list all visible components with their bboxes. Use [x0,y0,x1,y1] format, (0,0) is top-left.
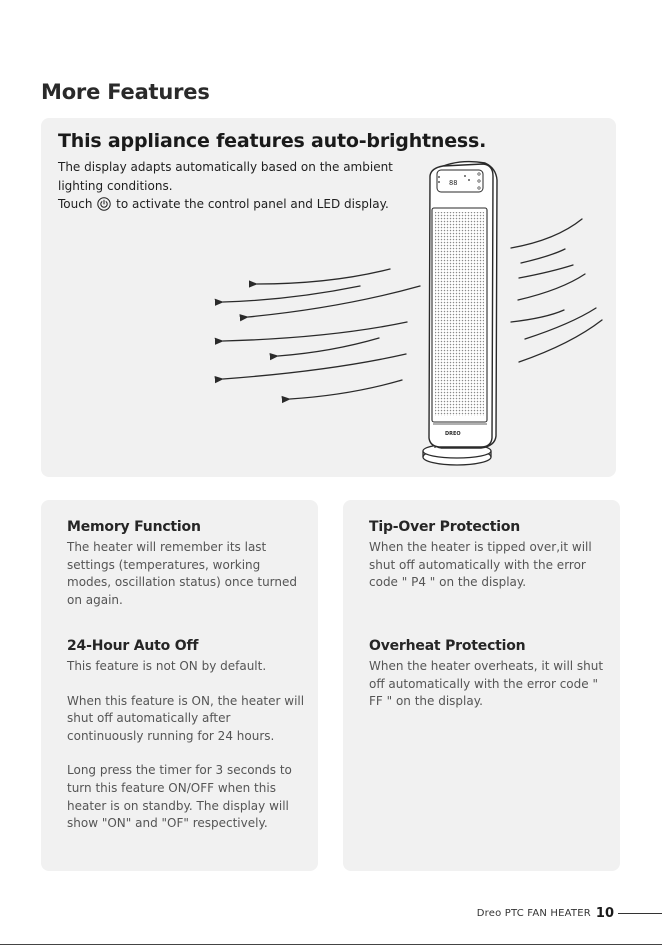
memory-function-body: The heater will remember its last settings (temperatures, working modes, oscillation status) once turned on again. [67,540,298,607]
activation-instruction: to activate the control panel and LED display. [116,197,389,211]
tip-over-section [369,519,609,592]
page-title: More Features [41,80,210,104]
overheat-body: When the heater overheats, it will shut off automatically with the error code " FF " on the display. [369,659,604,709]
auto-brightness-heading: This appliance features auto-brightness. [58,130,487,152]
tip-over-title: Tip-Over Protection [369,519,521,535]
right-feature-panel [343,500,620,871]
memory-function-section [67,519,307,609]
device-display: 88 [449,179,458,187]
auto-off-section [67,638,307,833]
touch-word: Touch [58,197,93,211]
airflow-lines-right [511,219,602,362]
tip-over-body: When the heater is tipped over,it will shut off automatically with the error code " P4 " on the display. [369,540,592,590]
auto-brightness-line-1: The display adapts automatically based on the ambient lighting conditions. [58,160,393,193]
overheat-section [369,638,609,711]
footer-rule [618,913,662,914]
bottom-rule [0,944,662,945]
auto-off-instructions: Long press the timer for 3 seconds to turn this feature ON/OFF when this heater is on standby. The display will show "ON" and "OF" respectively. [67,763,292,831]
tower-heater [423,162,497,465]
auto-off-behavior: When this feature is ON, the heater will shut off automatically after continuously running for 24 hours. [67,693,305,743]
memory-function-title: Memory Function [67,519,201,535]
auto-off-title: 24-Hour Auto Off [67,638,199,654]
heater-illustration [41,118,616,477]
left-feature-panel [41,500,318,871]
page-number: 10 [595,905,614,921]
airflow-arrows-left [223,269,420,399]
auto-off-default-note: This feature is not ON by default. [67,659,267,673]
overheat-title: Overheat Protection [369,638,526,654]
page-footer [477,904,662,922]
device-brand-logo: DREO [445,431,461,437]
auto-brightness-panel [41,118,616,477]
footer-brand: Dreo PTC FAN HEATER [476,907,591,919]
